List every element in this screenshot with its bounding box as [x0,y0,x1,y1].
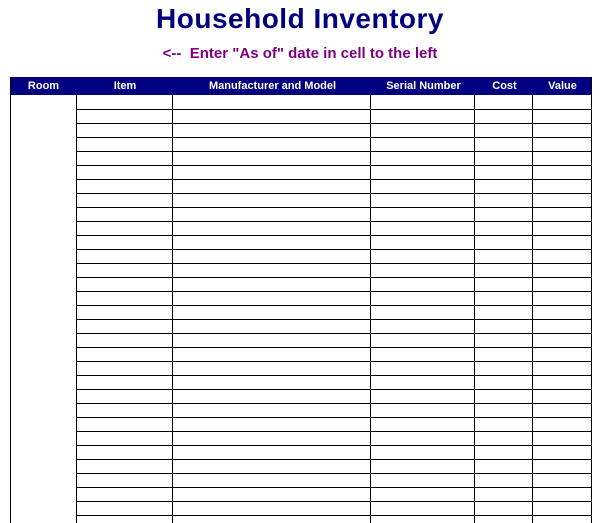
table-header [11,77,591,95]
column-header-manufacturer-model: Manufacturer and Model [208,80,337,92]
table-row [76,179,591,180]
column-header-value: Value [548,80,577,92]
table-row [76,263,591,264]
as-of-date-instruction: <-- Enter "As of" date in cell to the left [162,45,438,62]
table-row [76,249,591,250]
table-row [76,375,591,376]
table-row [76,389,591,390]
table-row [76,501,591,502]
table-row [76,221,591,222]
table-row [76,123,591,124]
table-row [76,193,591,194]
table-row [76,319,591,320]
table-row [76,291,591,292]
table-row [76,347,591,348]
table-row [76,459,591,460]
column-header-cost: Cost [492,80,517,92]
table-row [76,431,591,432]
column-header-serial-number: Serial Number [386,80,461,92]
page-title: Household Inventory [156,3,444,34]
inventory-table [10,77,592,523]
table-row [76,109,591,110]
table-row [76,305,591,306]
table-row [76,403,591,404]
table-row [76,207,591,208]
table-row [76,165,591,166]
table-row [76,515,591,516]
table-row [76,277,591,278]
column-header-item: Item [113,80,137,92]
column-header-room: Room [27,80,60,92]
table-row [76,333,591,334]
table-row [76,151,591,152]
table-row [76,417,591,418]
table-row [76,487,591,488]
table-row [76,473,591,474]
table-row [76,361,591,362]
room-cell[interactable] [11,95,76,523]
table-row [76,137,591,138]
table-row [76,445,591,446]
table-row [76,235,591,236]
